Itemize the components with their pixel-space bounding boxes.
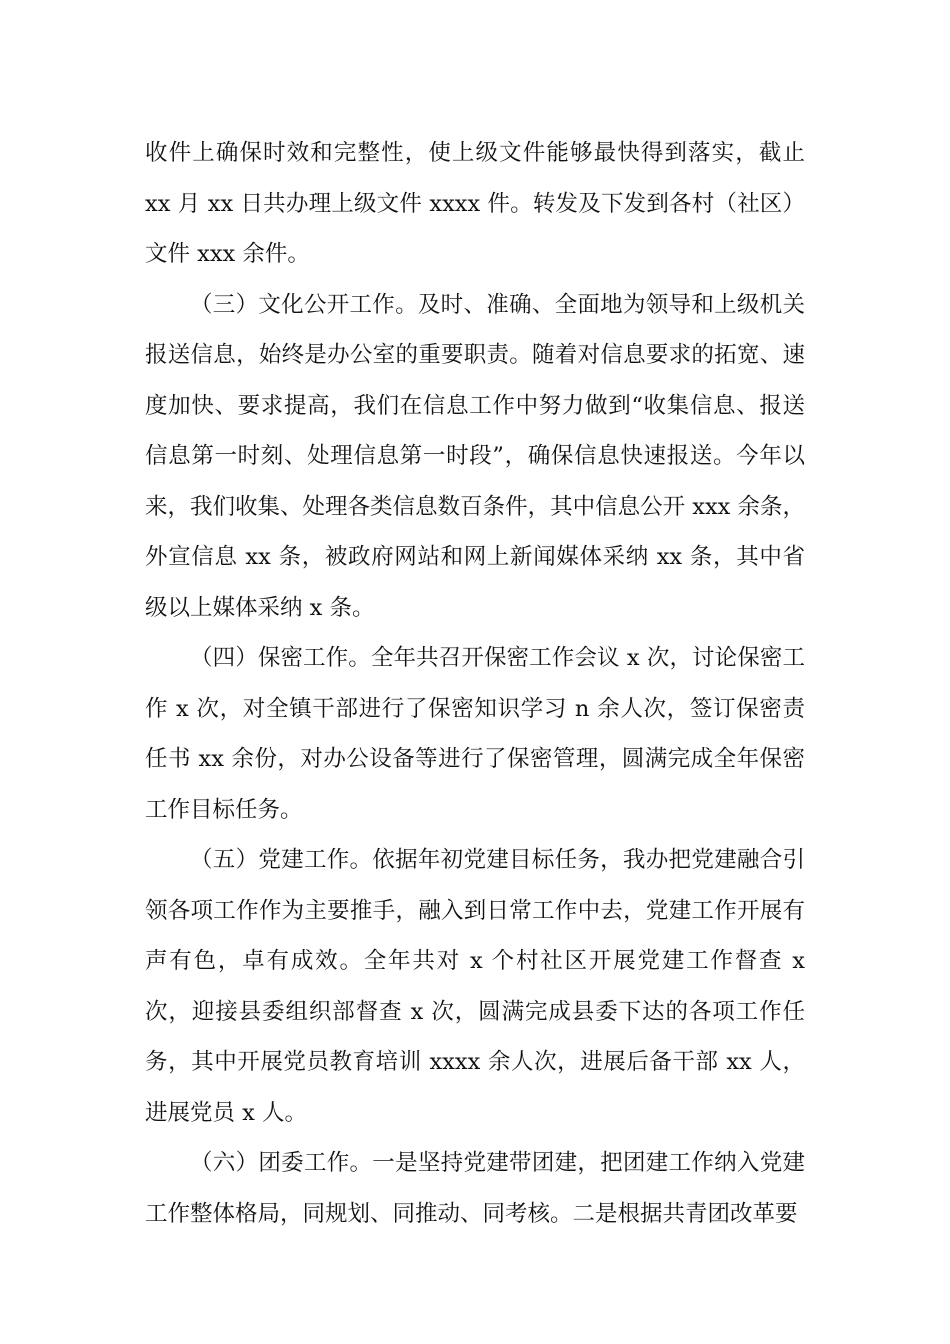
paragraph-confidentiality: （四）保密工作。全年共召开保密工作会议 x 次，讨论保密工作 x 次，对全镇干部进行了保密知识学习 n 余人次，签订保密责任书 xx 余份，对办公设备等进行了保密管理，圆满完成全年保密工作目标任务。 [145, 645, 805, 823]
paragraph-youth-league: （六）团委工作。一是坚持党建带团建，把团建工作纳入党建工作整体格局，同规划、同推动、同考核。二是根据共青团改革要 [145, 1150, 805, 1227]
paragraph-party-building: （五）党建工作。依据年初党建目标任务，我办把党建融合引领各项工作作为主要推手，融入到日常工作中去，党建工作开展有声有色，卓有成效。全年共对 x 个村社区开展党建工作督查 x 次，迎接县委组织部督查 x 次，圆满完成县委下达的各项工作任务，其中开展党员教育培训 xxxx 余人次，进展后备干部 xx 人，进展党员 x 人。 [145, 847, 805, 1126]
paragraph-continuation: 收件上确保时效和完整性，使上级文件能够最快得到落实，截止 xx 月 xx 日共办理上级文件 xxxx 件。转发及下发到各村（社区）文件 xxx 余件。 [145, 140, 805, 267]
paragraph-culture-openness: （三）文化公开工作。及时、准确、全面地为领导和上级机关报送信息，始终是办公室的重要职责。随着对信息要求的拓宽、速度加快、要求提高，我们在信息工作中努力做到“收集信息、报送信息第一时刻、处理信息第一时段”，确保信息快速报送。今年以来，我们收集、处理各类信息数百条件，其中信息公开 xxx 余条，外宣信息 xx 条，被政府网站和网上新闻媒体采纳 xx 条，其中省级以上媒体采纳 x 条。 [145, 291, 805, 621]
document-body [145, 128, 805, 1239]
